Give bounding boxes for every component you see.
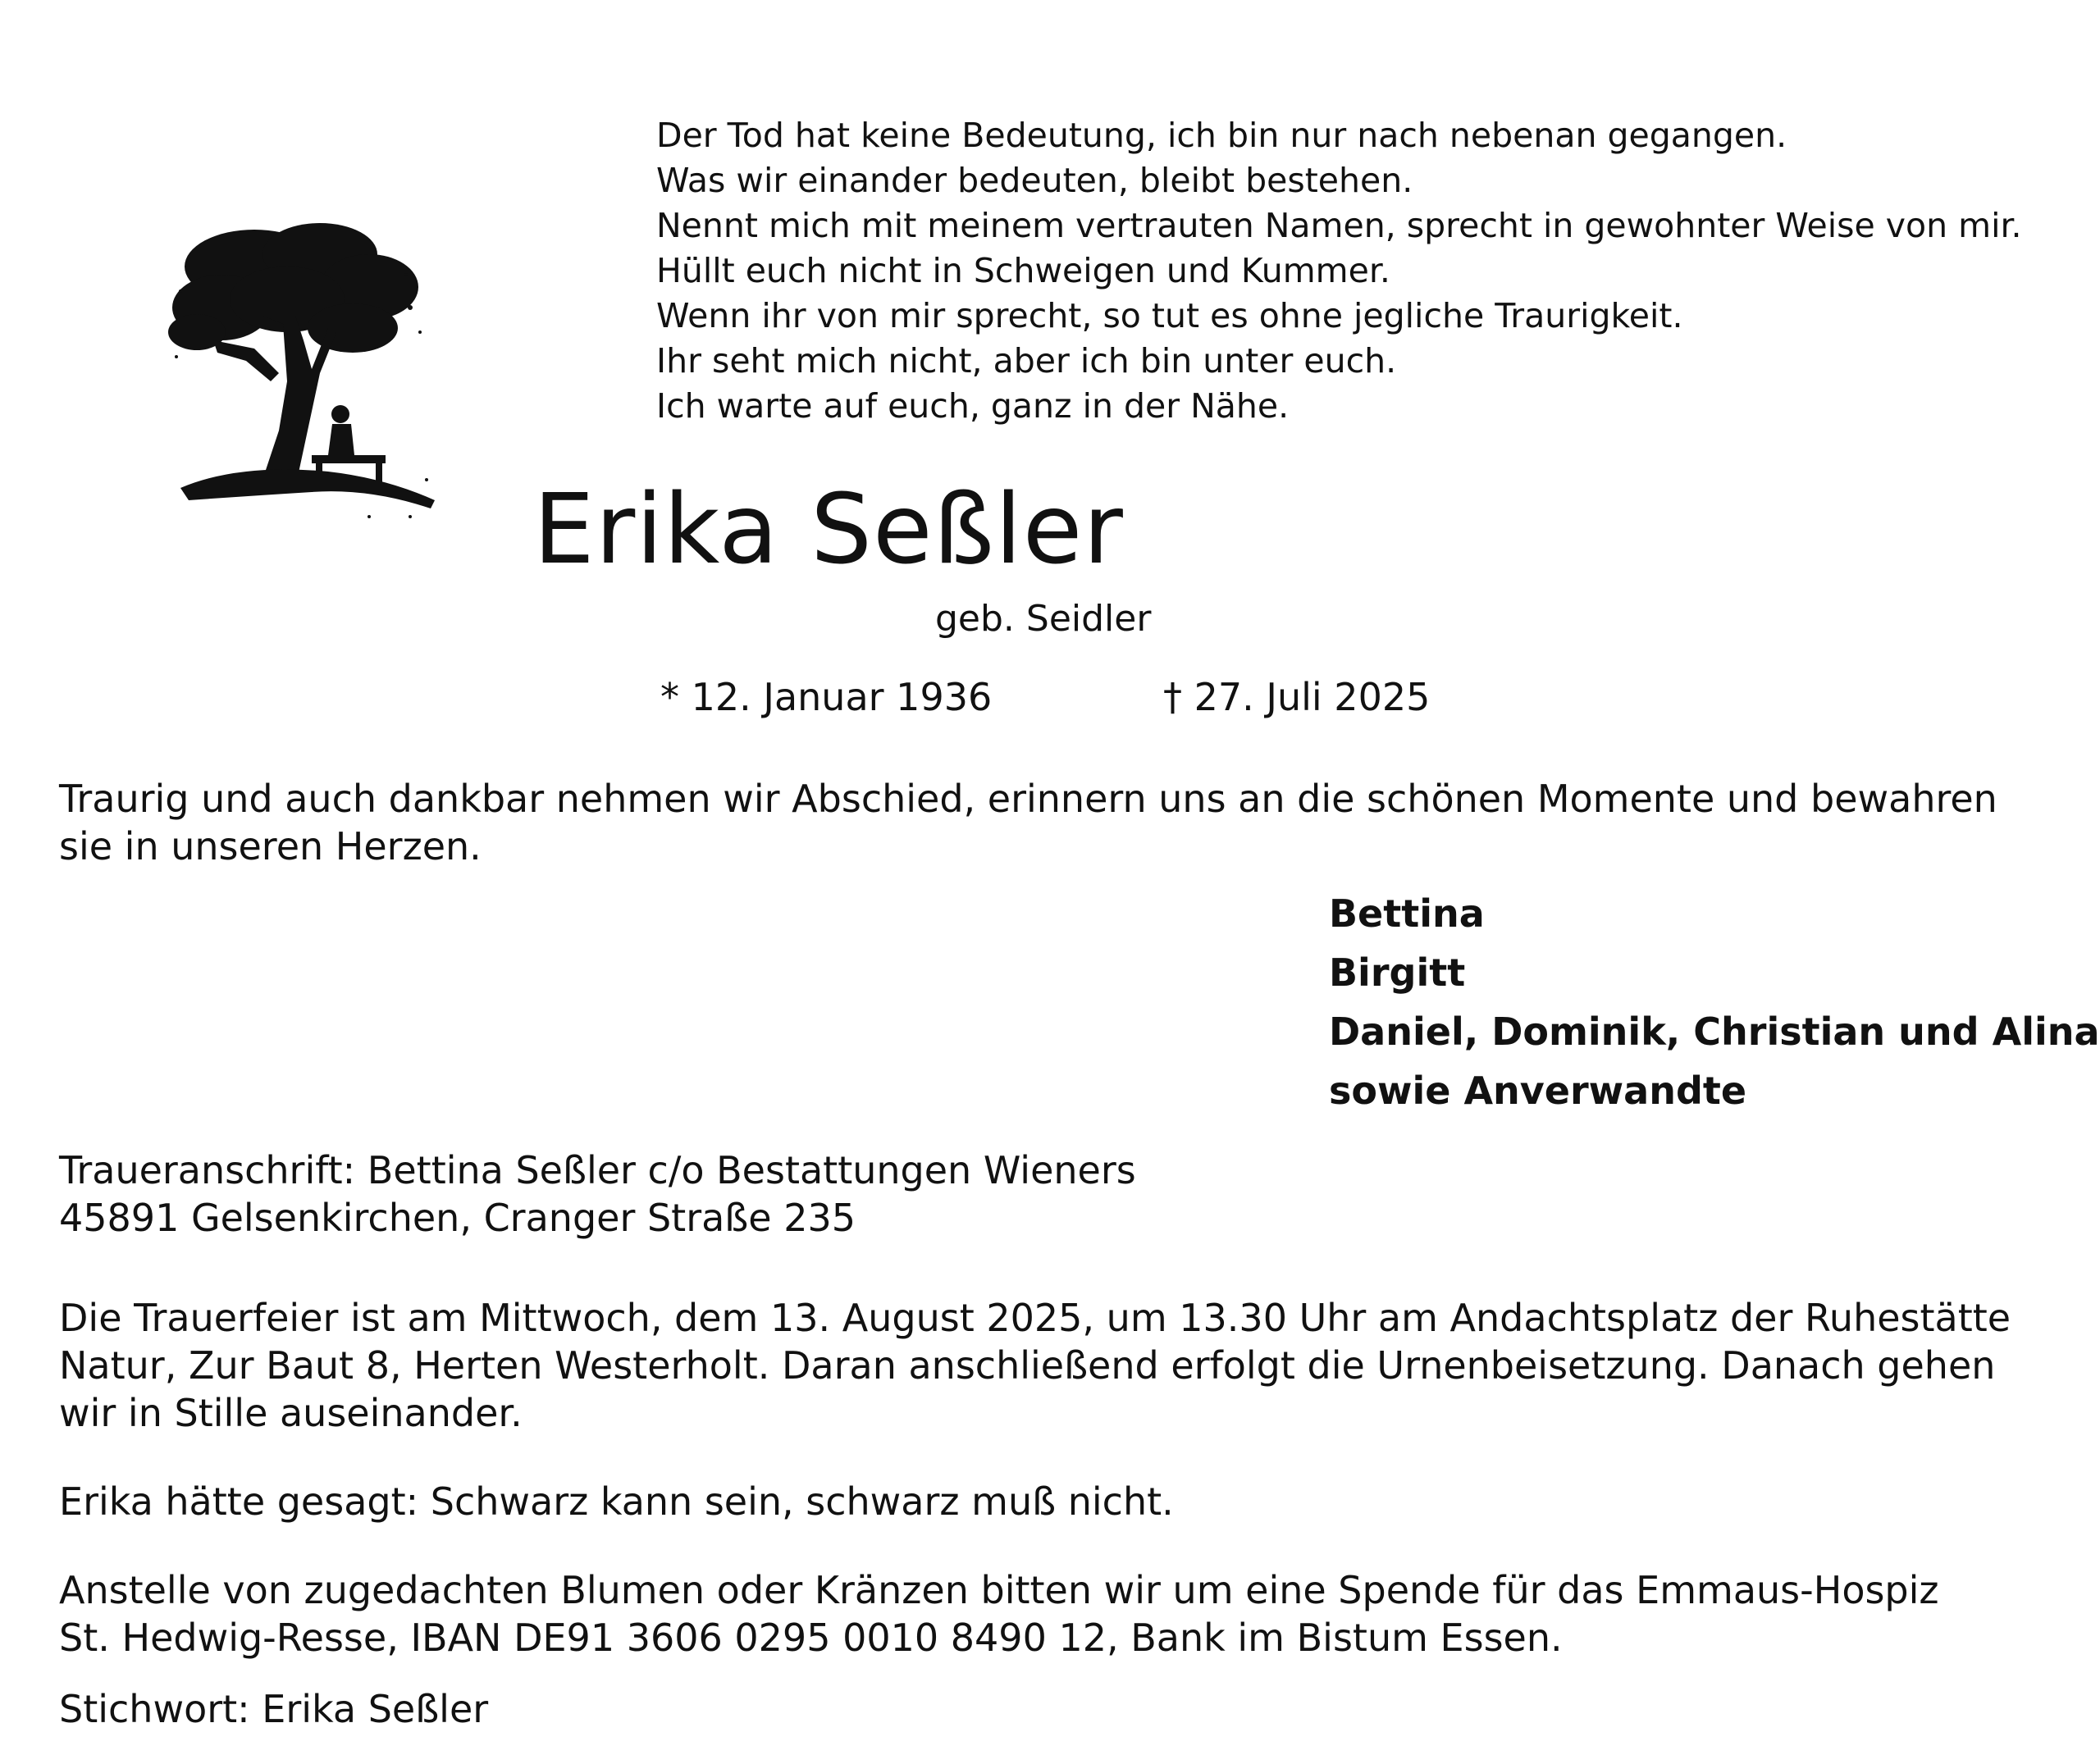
ceremony-text: Die Trauerfeier ist am Mittwoch, dem 13. August 2025, um 13.30 Uhr am Andachtsplatz der Ruhestätte Natur, Zur Baut 8, Herten Westerholt. Daran anschließend erfolgt die Urnenbeisetzung. Danach gehen wir in Stille auseinander. (59, 1296, 2011, 1435)
donation-line: St. Hedwig-Resse, IBAN DE91 3606 0295 0010 8490 12, Bank im Bistum Essen. (59, 1616, 1563, 1660)
family-member: Daniel, Dominik, Christian und Alina (1329, 1010, 2100, 1054)
donation-line: Anstelle von zugedachten Blumen oder Kränzen bitten wir um eine Spende für das Emmaus-Hospiz (59, 1568, 1939, 1612)
address-line: Traueranschrift: Bettina Seßler c/o Bestattungen Wieners (59, 1148, 1136, 1192)
family-member: Birgitt (1329, 950, 1466, 995)
poem (656, 113, 2022, 429)
family-member: sowie Anverwandte (1329, 1069, 1747, 1113)
deceased-name: Erika Seßler (533, 472, 1124, 586)
poem-line: Ich warte auf euch, ganz in der Nähe. (656, 386, 1290, 426)
family-member: Bettina (1329, 891, 1485, 936)
deceased-name-block (0, 472, 2100, 586)
poem-line: Was wir einander bedeuten, bleibt bestehen. (656, 161, 1413, 200)
poem-line: Wenn ihr von mir sprecht, so tut es ohne jegliche Traurigkeit. (656, 296, 1683, 335)
mourning-address (59, 1146, 2061, 1242)
quote-text: Erika hätte gesagt: Schwarz kann sein, schwarz muß nicht. (59, 1479, 1174, 1524)
poem-line: Ihr seht mich nicht, aber ich bin unter euch. (656, 341, 1397, 381)
farewell-text: Traurig und auch dankbar nehmen wir Abschied, erinnern uns an die schönen Momente und bewahren sie in unseren Herzen. (59, 777, 1997, 868)
birth-name: geb. Seidler (935, 598, 1152, 640)
keyword-text: Stichwort: Erika Seßler (59, 1687, 489, 1731)
poem-line: Hüllt euch nicht in Schweigen und Kummer. (656, 251, 1390, 290)
donation-text (59, 1566, 2061, 1661)
death-date: † 27. Juli 2025 (1163, 675, 1431, 719)
birth-date: * 12. Januar 1936 (660, 675, 993, 719)
address-line: 45891 Gelsenkirchen, Cranger Straße 235 (59, 1196, 856, 1240)
poem-line: Nennt mich mit meinem vertrauten Namen, sprecht in gewohnter Weise von mir. (656, 206, 2022, 245)
poem-line: Der Tod hat keine Bedeutung, ich bin nur nach nebenan gegangen. (656, 116, 1787, 155)
family-list (1329, 884, 2100, 1120)
